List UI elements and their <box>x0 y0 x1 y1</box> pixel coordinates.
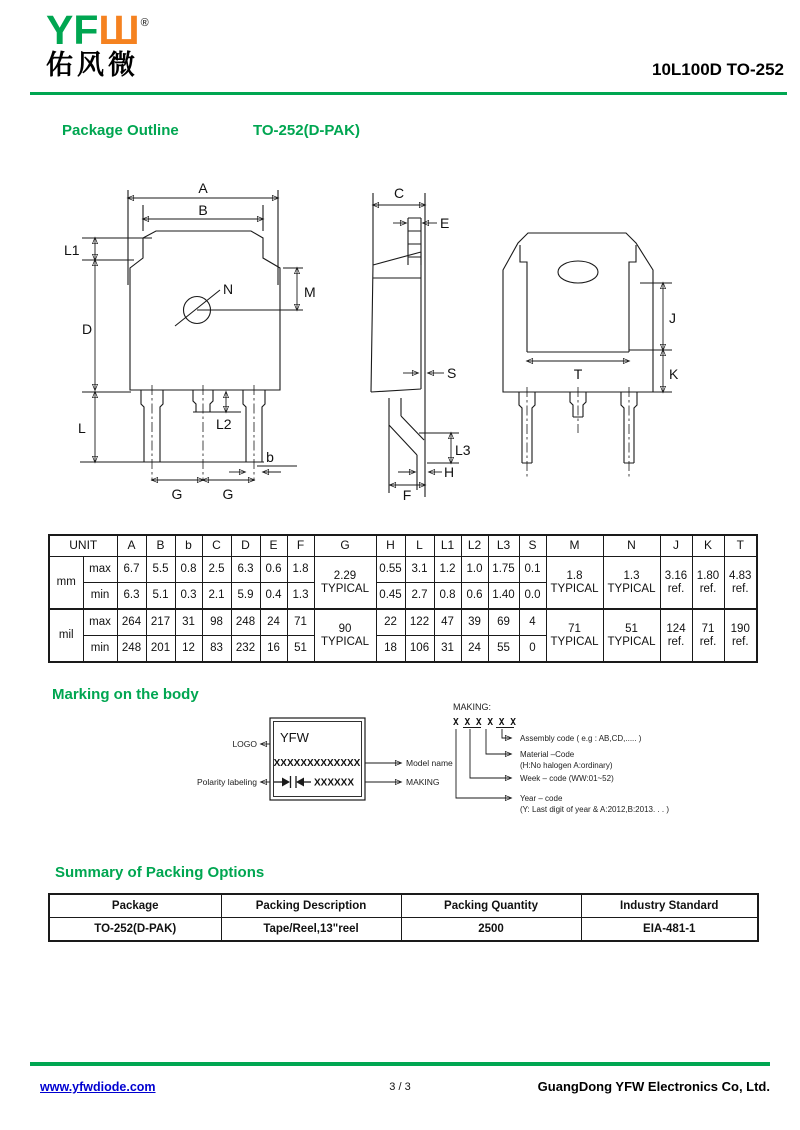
cell: TO-252(D-PAK) <box>49 918 221 942</box>
dim-label-a: A <box>198 180 208 196</box>
cell: 47 <box>434 609 461 636</box>
dim-col-header: S <box>519 535 546 557</box>
packing-table <box>48 893 759 942</box>
cell: 5.1 <box>146 583 175 610</box>
dim-col-header: G <box>314 535 376 557</box>
packing-header-row <box>49 894 758 918</box>
cell: 83 <box>202 636 231 663</box>
back-view <box>503 233 679 477</box>
cell-n-mm: 1.3 TYPICAL <box>603 557 660 610</box>
cell: 264 <box>117 609 146 636</box>
cell: 6.7 <box>117 557 146 583</box>
dimension-table <box>48 534 758 663</box>
cell: 2.7 <box>405 583 434 610</box>
packing-col-header: Packing Quantity <box>401 894 581 918</box>
dim-label-f: F <box>402 487 412 503</box>
cell-k-mil: 71 ref. <box>692 609 724 662</box>
cell: 248 <box>117 636 146 663</box>
cell: 3.1 <box>405 557 434 583</box>
dim-label-l: L <box>78 420 86 436</box>
dim-label-j: J <box>669 310 676 326</box>
dim-col-header: J <box>660 535 692 557</box>
cell: 201 <box>146 636 175 663</box>
side-view <box>371 185 471 503</box>
dim-label-k: K <box>669 366 679 382</box>
cell: 106 <box>405 636 434 663</box>
cell: 98 <box>202 609 231 636</box>
dim-col-header: A <box>117 535 146 557</box>
dim-col-header: L <box>405 535 434 557</box>
dim-label-d: D <box>82 321 93 337</box>
cell: 22 <box>376 609 405 636</box>
cell: 0.6 <box>461 583 488 610</box>
year-code-label: Year – code <box>520 794 563 803</box>
dim-col-header: N <box>603 535 660 557</box>
dim-col-header: E <box>260 535 287 557</box>
cell-n-mil: 51 TYPICAL <box>603 609 660 662</box>
packing-title: Summary of Packing Options <box>55 864 265 881</box>
cell: 1.3 <box>287 583 314 610</box>
dim-col-header: M <box>546 535 603 557</box>
cell: 1.75 <box>488 557 519 583</box>
unit-mil: mil <box>49 609 83 662</box>
dim-label-g1: G <box>171 486 183 502</box>
dim-col-header: T <box>724 535 757 557</box>
footer-divider <box>30 1062 770 1066</box>
cell: 0.3 <box>175 583 202 610</box>
cell: 31 <box>434 636 461 663</box>
header-divider <box>30 92 787 95</box>
cell: 31 <box>175 609 202 636</box>
material-code-detail: (H:No halogen A:ordinary) <box>520 761 613 770</box>
logo-yf: YF <box>46 7 99 53</box>
mm-max-row <box>49 557 757 583</box>
cell: min <box>83 636 117 663</box>
dim-col-header: F <box>287 535 314 557</box>
dim-col-header: C <box>202 535 231 557</box>
cell: 18 <box>376 636 405 663</box>
registered-mark-icon: ® <box>140 17 149 29</box>
cell: 217 <box>146 609 175 636</box>
dim-label-l1: L1 <box>64 242 80 258</box>
week-code-label: Week – code (WW:01~52) <box>520 774 614 783</box>
logo-w: Ш <box>98 7 140 53</box>
cell: 1.8 <box>287 557 314 583</box>
cell-j-mil: 124 ref. <box>660 609 692 662</box>
making-legend-title: MAKING: <box>453 702 492 712</box>
dim-label-n: N <box>223 281 234 297</box>
marking-box-model: XXXXXXXXXXXXX <box>273 758 361 769</box>
polarity-callout-label: Polarity labeling <box>196 777 257 787</box>
packing-col-header: Packing Description <box>221 894 401 918</box>
cell: 1.2 <box>434 557 461 583</box>
packing-col-header: Industry Standard <box>581 894 758 918</box>
cell: 2.5 <box>202 557 231 583</box>
packing-col-header: Package <box>49 894 221 918</box>
cell: 24 <box>260 609 287 636</box>
marking-box-making: XXXXXX <box>314 777 355 789</box>
cell: 0.0 <box>519 583 546 610</box>
dim-col-header: H <box>376 535 405 557</box>
dim-col-header: L1 <box>434 535 461 557</box>
cell: max <box>83 557 117 583</box>
year-code-detail: (Y: Last digit of year & A:2012,B:2013. . . ) <box>520 805 669 814</box>
making-callout-label: MAKING <box>406 777 440 787</box>
cell: 16 <box>260 636 287 663</box>
dim-col-header: K <box>692 535 724 557</box>
cell-m-mil: 71 TYPICAL <box>546 609 603 662</box>
cell: 39 <box>461 609 488 636</box>
package-outline-title: Package Outline <box>62 122 179 139</box>
cell: EIA-481-1 <box>581 918 758 942</box>
website-link[interactable]: www.yfwdiode.com <box>40 1080 156 1094</box>
cell-m-mm: 1.8 TYPICAL <box>546 557 603 610</box>
cell-t-mm: 4.83 ref. <box>724 557 757 610</box>
cell: 5.5 <box>146 557 175 583</box>
cell: 1.40 <box>488 583 519 610</box>
assembly-code-label: Assembly code ( e.g : AB,CD,..... ) <box>520 734 642 743</box>
making-code: X X X X X X <box>453 717 516 728</box>
cell: 0.4 <box>260 583 287 610</box>
company-logo <box>46 7 149 81</box>
marking-diagram <box>170 690 790 840</box>
model-callout-label: Model name <box>406 758 453 768</box>
cell: 69 <box>488 609 519 636</box>
material-code-label: Material –Code <box>520 750 575 759</box>
cell-g-mil: 90 TYPICAL <box>314 609 376 662</box>
cell: 6.3 <box>117 583 146 610</box>
dim-label-h: H <box>444 464 455 480</box>
dim-col-header: L2 <box>461 535 488 557</box>
cell: 55 <box>488 636 519 663</box>
dim-label-l2: L2 <box>216 416 232 432</box>
dim-label-l3: L3 <box>455 442 471 458</box>
cell: 71 <box>287 609 314 636</box>
cell: 6.3 <box>231 557 260 583</box>
cell: 51 <box>287 636 314 663</box>
logo-callout-label: LOGO <box>232 739 257 749</box>
cell: 232 <box>231 636 260 663</box>
dim-label-t: T <box>573 366 583 382</box>
cell: 12 <box>175 636 202 663</box>
cell: 5.9 <box>231 583 260 610</box>
dim-label-m: M <box>304 284 316 300</box>
cell: 0 <box>519 636 546 663</box>
cell: 0.6 <box>260 557 287 583</box>
cell: 0.8 <box>434 583 461 610</box>
cell-k-mm: 1.80 ref. <box>692 557 724 610</box>
dim-label-e: E <box>440 215 450 231</box>
dim-table-header-row <box>49 535 757 557</box>
polarity-diode-icon <box>274 776 311 788</box>
package-outline-drawing <box>0 165 800 525</box>
mil-max-row <box>49 609 757 636</box>
dim-col-header: D <box>231 535 260 557</box>
marking-box-logo: YFW <box>280 730 309 745</box>
cell: 0.1 <box>519 557 546 583</box>
cell: 2.1 <box>202 583 231 610</box>
cell: 0.8 <box>175 557 202 583</box>
doc-title: 10L100D TO-252 <box>652 60 784 79</box>
dim-col-header: L3 <box>488 535 519 557</box>
dim-label-b-upper: B <box>198 202 208 218</box>
cell: max <box>83 609 117 636</box>
packing-data-row <box>49 918 758 942</box>
marking-title: Marking on the body <box>52 686 199 703</box>
unit-mm: mm <box>49 557 83 610</box>
logo-chinese: 佑风微 <box>46 50 139 80</box>
cell-t-mil: 190 ref. <box>724 609 757 662</box>
dim-label-c: C <box>393 185 405 201</box>
cell: 1.0 <box>461 557 488 583</box>
dim-col-header: b <box>175 535 202 557</box>
dim-label-s: S <box>447 365 457 381</box>
cell: 122 <box>405 609 434 636</box>
cell: 0.55 <box>376 557 405 583</box>
dim-col-header: B <box>146 535 175 557</box>
cell: 2500 <box>401 918 581 942</box>
cell-j-mm: 3.16 ref. <box>660 557 692 610</box>
cell: 24 <box>461 636 488 663</box>
front-view <box>64 180 316 502</box>
cell: 0.45 <box>376 583 405 610</box>
dim-label-g2: G <box>222 486 234 502</box>
cell: Tape/Reel,13"reel <box>221 918 401 942</box>
cell: 248 <box>231 609 260 636</box>
cell: 4 <box>519 609 546 636</box>
package-outline-subtitle: TO-252(D-PAK) <box>253 122 360 139</box>
unit-header: UNIT <box>49 535 117 557</box>
cell-g-mm: 2.29 TYPICAL <box>314 557 376 610</box>
company-name: GuangDong YFW Electronics Co, Ltd. <box>537 1079 770 1094</box>
page-number: 3 / 3 <box>389 1081 411 1093</box>
cell: min <box>83 583 117 610</box>
dim-label-b-lower: b <box>266 449 274 465</box>
logo-text <box>46 7 149 53</box>
